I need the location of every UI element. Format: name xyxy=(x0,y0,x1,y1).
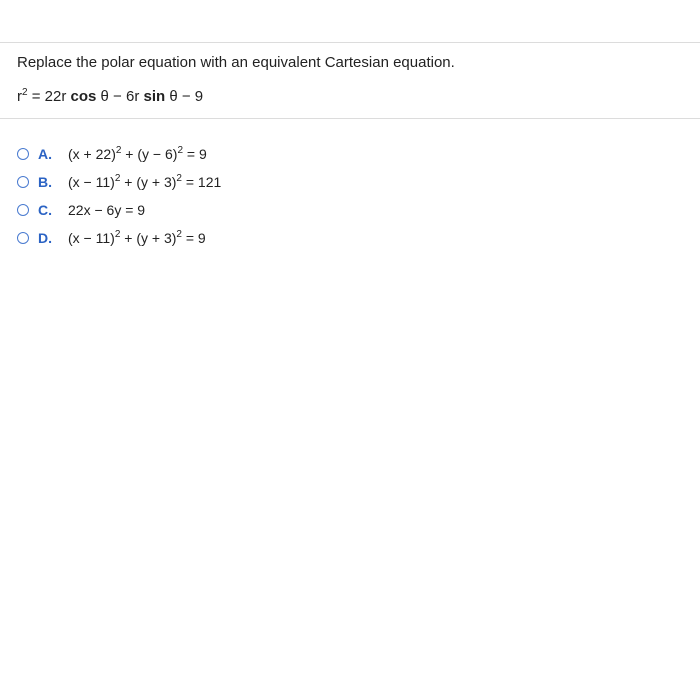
choice-exponent: 2 xyxy=(176,229,182,240)
radio-button-icon[interactable] xyxy=(17,148,29,160)
question-divider xyxy=(0,118,700,119)
radio-button-icon[interactable] xyxy=(17,176,29,188)
choice-b[interactable] xyxy=(17,168,221,196)
choice-exponent: 2 xyxy=(115,145,122,156)
answer-choices xyxy=(17,140,221,252)
choice-letter: B. xyxy=(38,174,52,190)
choice-term: (x − 11) xyxy=(68,230,115,246)
question-instruction: Replace the polar equation with an equivalent Cartesian equation. xyxy=(17,54,455,71)
choice-term: = 121 xyxy=(181,174,222,190)
radio-button-icon[interactable] xyxy=(17,204,29,216)
choice-exponent: 2 xyxy=(114,173,121,184)
choice-expression xyxy=(68,174,221,190)
choice-d[interactable] xyxy=(17,224,221,252)
choice-term: = 9 xyxy=(183,146,207,162)
equation-lhs-exponent: 2 xyxy=(22,87,28,98)
choice-expression xyxy=(68,202,145,218)
choice-expression xyxy=(68,146,207,162)
choice-expression xyxy=(68,230,206,246)
choice-letter: D. xyxy=(38,230,52,246)
choice-a[interactable] xyxy=(17,140,221,168)
choice-letter: C. xyxy=(38,202,52,218)
choice-term: + (y + 3) xyxy=(120,174,177,190)
choice-term: (x + 22) xyxy=(68,146,116,162)
equation-part-3: θ − 9 xyxy=(165,88,204,105)
choice-exponent: 2 xyxy=(176,173,182,184)
choice-exponent: 2 xyxy=(114,229,121,240)
choice-letter: A. xyxy=(38,146,52,162)
polar-equation xyxy=(17,88,203,105)
equation-lhs-base: r xyxy=(17,88,22,105)
choice-term: + (y − 6) xyxy=(121,146,178,162)
top-divider xyxy=(0,42,700,43)
equation-part-1: = 22r xyxy=(27,88,71,105)
choice-c[interactable] xyxy=(17,196,221,224)
choice-term: = 9 xyxy=(181,230,206,246)
choice-term: 22x − 6y = 9 xyxy=(68,202,146,218)
choice-term: + (y + 3) xyxy=(120,230,177,246)
equation-sin: sin xyxy=(143,88,166,105)
equation-cos: cos xyxy=(70,88,97,105)
choice-term: (x − 11) xyxy=(68,174,115,190)
choice-exponent: 2 xyxy=(177,145,184,156)
equation-part-2: θ − 6r xyxy=(96,88,144,105)
radio-button-icon[interactable] xyxy=(17,232,29,244)
